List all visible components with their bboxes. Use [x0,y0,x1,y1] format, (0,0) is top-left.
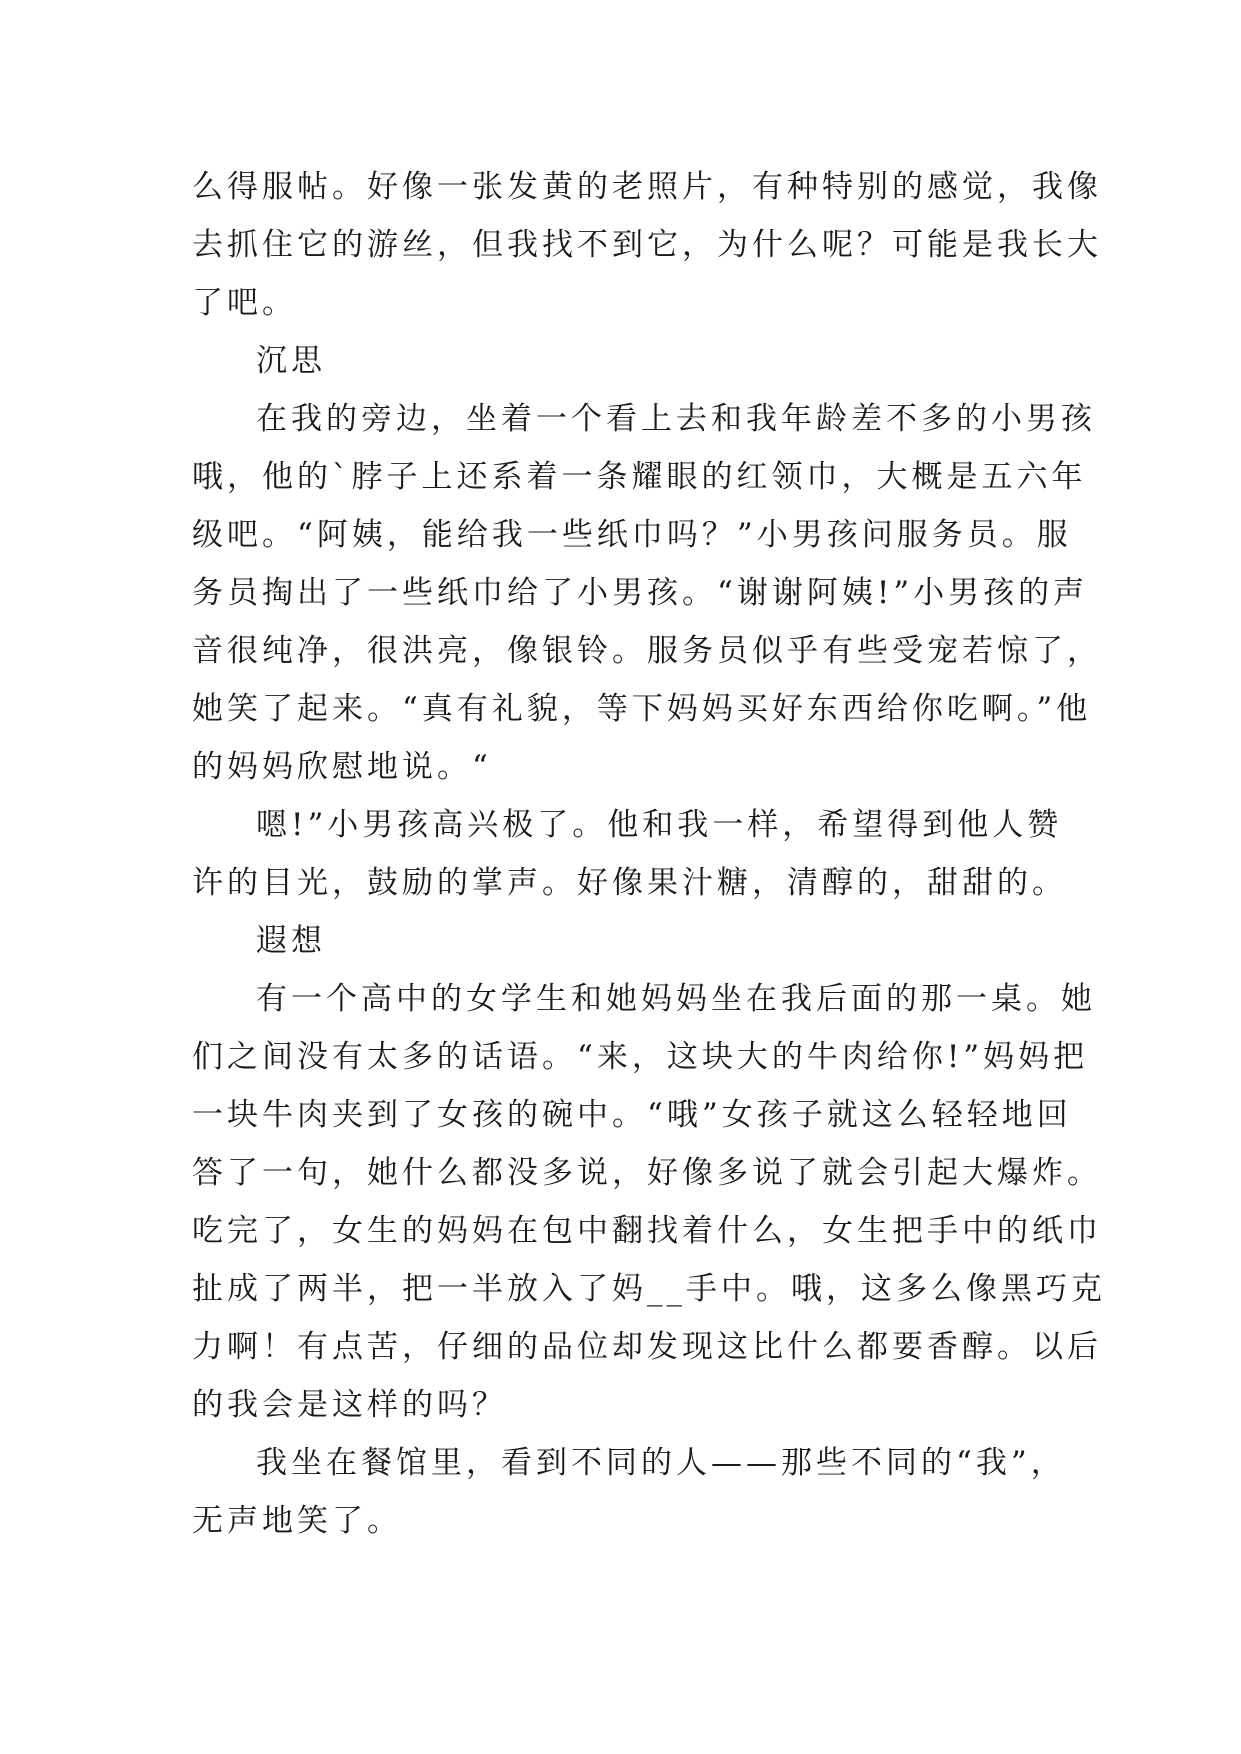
text-line: 的妈妈欣慰地说。“ [192,749,492,785]
text-line: 答了一句，她什么都没多说，好像多说了就会引起大爆炸。 [192,1155,1102,1191]
section-heading-xiaxiang: 遐想 [256,923,326,959]
text-line: 哦，他的`脖子上还系着一条耀眼的红领巾，大概是五六年 [192,459,1087,495]
text-line: 级吧。“阿姨，能给我一些纸巾吗？”小男孩问服务员。服 [192,517,1072,553]
text-line: 们之间没有太多的话语。“来，这块大的牛肉给你!”妈妈把 [192,1039,1089,1075]
text-line: 音很纯净，很洪亮，像银铃。服务员似乎有些受宠若惊了， [192,633,1102,669]
text-line: 许的目光，鼓励的掌声。好像果汁糖，清醇的，甜甜的。 [192,865,1067,901]
document-body [192,158,1106,1550]
text-line: 么得服帖。好像一张发黄的老照片，有种特别的感觉，我像 [192,169,1102,205]
text-line: 的我会是这样的吗？ [192,1387,507,1423]
text-line: 一块牛肉夹到了女孩的碗中。“哦”女孩子就这么轻轻地回 [192,1097,1072,1133]
text-line: 嗯!”小男孩高兴极了。他和我一样，希望得到他人赞 [256,807,1063,843]
section-heading-chensi: 沉思 [256,343,326,379]
text-line: 去抓住它的游丝，但我找不到它，为什么呢？可能是我长大 [192,227,1102,263]
text-line: 无声地笑了。 [192,1503,402,1539]
text-line: 了吧。 [192,285,297,321]
text-line: 力啊！有点苦，仔细的品位却发现这比什么都要香醇。以后 [192,1329,1102,1365]
text-line: 我坐在餐馆里，看到不同的人——那些不同的“我”， [256,1445,1066,1481]
text-line: 有一个高中的女学生和她妈妈坐在我后面的那一桌。她 [256,981,1096,1017]
text-line: 在我的旁边，坐着一个看上去和我年龄差不多的小男孩 [256,401,1096,437]
text-line: 吃完了，女生的妈妈在包中翻找着什么，女生把手中的纸巾 [192,1213,1102,1249]
text-line: 扯成了两半，把一半放入了妈__手中。哦，这多么像黑巧克 [192,1271,1106,1307]
text-line: 务员掏出了一些纸巾给了小男孩。“谢谢阿姨!”小男孩的声 [192,575,1089,611]
text-line: 她笑了起来。“真有礼貌，等下妈妈买好东西给你吃啊。”他 [192,691,1092,727]
